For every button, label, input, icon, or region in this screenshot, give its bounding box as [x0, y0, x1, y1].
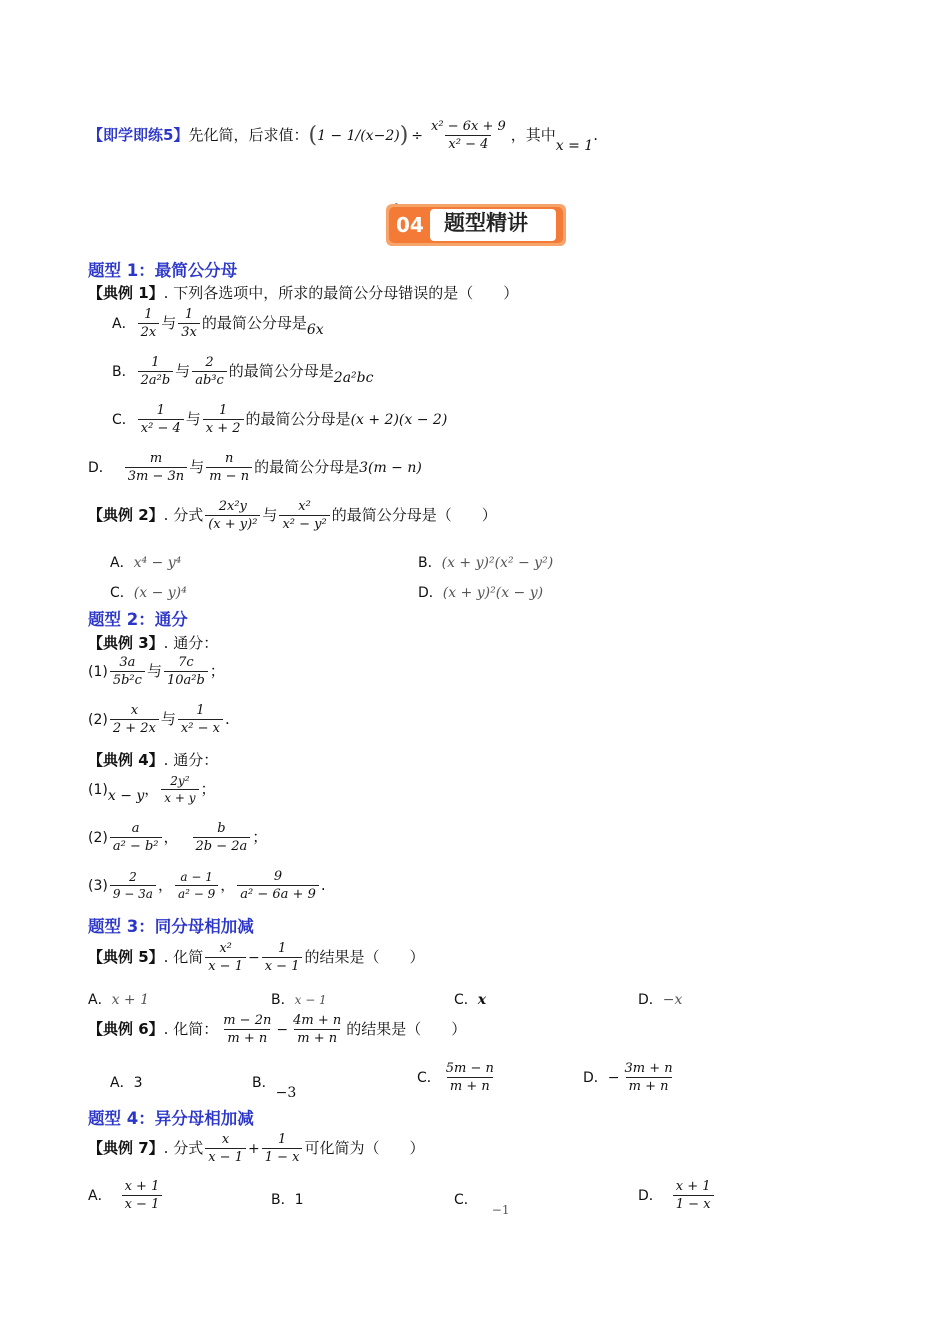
example-2-option-d: D． (x + y)²(x − y) — [418, 585, 544, 601]
example-3-part-2: (2) $\frac{x}{2 + 2x}$ 与 $\frac{1}{\text{x² − x}}$ . — [88, 703, 230, 736]
example-2-option-b: B． (x + y)²(x² − y²) — [418, 555, 554, 571]
example-7-option-c: C． −1 — [454, 1192, 510, 1217]
example-6-tag: 【典例 6】 — [88, 1020, 164, 1038]
example-6: 【典例 6】 . 化简： $\frac{m - 2n}{m + n}$ − $\frac{4m + n}{m + n}$ 的结果是（ ） — [88, 1013, 467, 1046]
example-7: 【典例 7】 . 分式 $\frac{x}{x - 1}$ + $\frac{1}{1 - x}$ 可化简为（ ） — [88, 1132, 425, 1165]
example-3: 【典例 3】 . 通分： — [88, 634, 219, 652]
example-1-stem: . 下列各选项中，所求的最简公分母错误的是（ ） — [163, 284, 519, 302]
banner-number: 04 — [396, 213, 424, 237]
example-4: 【典例 4】 . 通分： — [88, 751, 219, 769]
example-7-option-b: B． 1 — [271, 1192, 304, 1208]
section-3-heading: 题型 3：同分母相加减 — [88, 917, 254, 936]
practice-5: 【即学即练5】 先化简，后求值： ( 1 − 1/(x−2) ) ÷ $\frac{\text{x² − 6x + 9}}{\text{x² − 4}}$ ，其中 x = 1 . — [88, 119, 598, 154]
example-5-tag: 【典例 5】 — [88, 948, 164, 966]
example-1 — [88, 286, 518, 301]
section-4-heading: 题型 4：异分母相加减 — [88, 1109, 254, 1128]
example-1-option-d: D． $\frac{m}{3m - 3n}$ 与 $\frac{n}{m - n}$ 的最简公分母是 3(m − n) — [88, 451, 422, 484]
practice-where: ，其中 — [510, 126, 556, 144]
example-1-option-c: C． $\frac{1}{\text{x² − 4}}$ 与 $\frac{1}{x + 2}$ 的最简公分母是 (x + 2)(x − 2) — [112, 403, 448, 436]
example-2: 【典例 2】 . 分式 $\frac{\text{2x²y}}{\text{(x + y)²}}$ 与 $\frac{\text{x²}}{\text{x² − y²}}$ 的最简公分母是（ ） — [88, 499, 497, 532]
example-4-part-2: (2) $\frac{a}{\text{a² − b²}}$ ， $\frac{b}{2b - 2a}$ ； — [88, 821, 268, 854]
example-6-option-a: A． 3 — [110, 1075, 143, 1091]
example-6-option-c: C． $\frac{5m - n}{m + n}$ — [417, 1061, 494, 1094]
example-5-option-a: A． x + 1 — [88, 992, 150, 1008]
example-5-option-d: D． −x — [638, 992, 683, 1008]
practice-cond: x = 1 — [555, 137, 594, 154]
banner-title: 题型精讲 — [444, 211, 528, 235]
practice-div: ÷ — [411, 127, 424, 144]
practice-text: 先化简，后求值： — [188, 126, 309, 144]
example-4-part-1: (1) x − y ， $\frac{\text{2y²}}{x + y}$ ； — [88, 774, 216, 805]
example-2-option-a: A． x⁴ − y⁴ — [110, 555, 182, 571]
example-1-option-b: B． $\frac{1}{\text{2a²b}}$ 与 $\frac{2}{\text{ab³c}}$ 的最简公分母是 2a²bc — [112, 355, 374, 388]
example-3-tag: 【典例 3】 — [88, 634, 164, 652]
example-4-tag: 【典例 4】 — [88, 751, 164, 769]
example-2-tag: 【典例 2】 — [88, 506, 164, 524]
example-5: 【典例 5】 . 化简 $\frac{\text{x²}}{x - 1}$ − $\frac{1}{x - 1}$ 的结果是（ ） — [88, 941, 425, 974]
example-7-option-d: D． $\frac{x + 1}{1 - x}$ — [638, 1180, 716, 1211]
section-1-heading: 题型 1：最简公分母 — [88, 261, 238, 280]
example-1-option-a: A． $\frac{1}{2x}$ 与 $\frac{1}{3x}$ 的最简公分母是 6x — [112, 307, 324, 340]
example-7-tag: 【典例 7】 — [88, 1139, 164, 1157]
section-banner — [386, 200, 566, 246]
example-5-option-c: C． x — [454, 992, 487, 1008]
practice-fraction: $\frac{\text{x² − 6x + 9}}{\text{x² − 4}}$ — [431, 119, 506, 152]
section-2-heading: 题型 2：通分 — [88, 610, 188, 629]
example-5-option-b: B． x − 1 — [271, 992, 327, 1008]
example-7-option-a: A． $\frac{x + 1}{x - 1}$ — [88, 1180, 164, 1211]
example-1-tag: 【典例 1】 — [88, 284, 164, 302]
example-3-part-1: (1) $\frac{3a}{\text{5b²c}}$ 与 $\frac{7c}{\text{10a²b}}$ ； — [88, 655, 225, 688]
example-6-option-d: D． − $\frac{3m + n}{m + n}$ — [583, 1061, 673, 1094]
example-2-option-c: C． (x − y)⁴ — [110, 585, 187, 601]
example-4-part-3: (3) $\frac{2}{9 - 3a}$ ， $\frac{a - 1}{\text{a² − 9}}$ ， $\frac{9}{\text{a² − 6a + 9}}$ . — [88, 869, 326, 902]
practice-expr-left: 1 − 1/(x−2) — [317, 127, 400, 144]
example-6-option-b: B． −3 — [252, 1075, 297, 1101]
practice-tag: 【即学即练5】 — [88, 126, 189, 144]
